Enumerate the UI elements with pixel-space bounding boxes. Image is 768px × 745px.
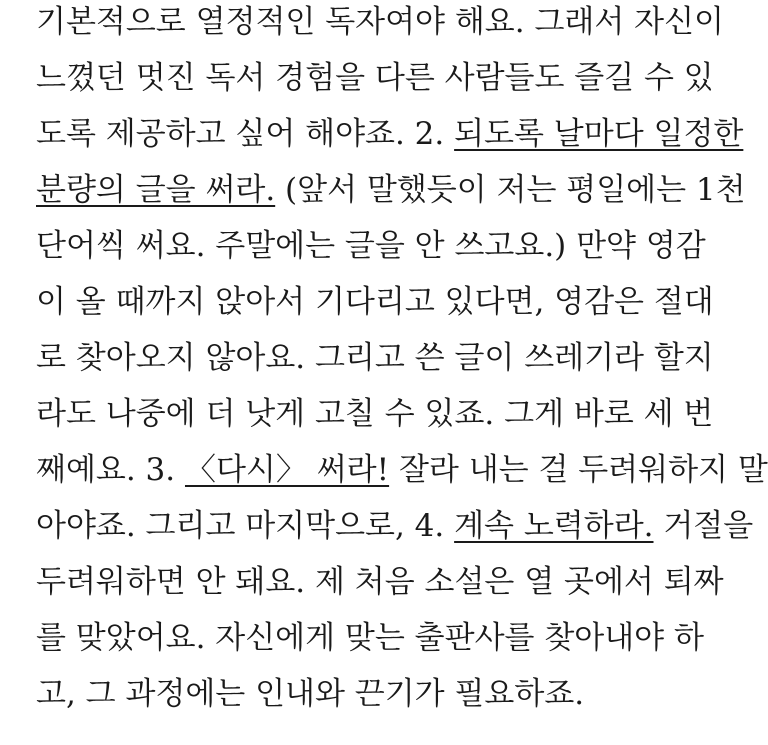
text-segment: 기본적으로 열정적인 독자여야 해요. 그래서 자신이 — [36, 4, 724, 40]
text-line-4 — [36, 162, 746, 218]
text-line-10 — [36, 498, 754, 554]
underlined-rule-3: 〈다시〉 써라! — [184, 452, 390, 488]
text-line-6 — [36, 274, 714, 330]
text-line-5 — [36, 218, 706, 274]
text-segment: 아야죠. 그리고 마지막으로, 4. — [36, 508, 455, 544]
text-segment: 를 맞았어요. 자신에게 맞는 출판사를 찾아내야 하 — [36, 620, 704, 656]
text-segment: (앞서 말했듯이 저는 평일에는 1천 — [275, 172, 746, 208]
text-segment: 도록 제공하고 싶어 해야죠. 2. — [36, 116, 455, 152]
text-segment: 두려워하면 안 돼요. 제 처음 소설은 열 곳에서 퇴짜 — [36, 564, 724, 600]
text-line-2 — [36, 50, 714, 106]
text-line-13 — [36, 666, 696, 722]
text-segment: 로 찾아오지 않아요. 그리고 쓴 글이 쓰레기라 할지 — [36, 340, 714, 376]
underlined-rule-2-end: 분량의 글을 써라. — [36, 172, 276, 208]
text-segment: 라도 나중에 더 낫게 고칠 수 있죠. 그게 바로 세 번 — [36, 396, 714, 432]
underlined-rule-2: 되도록 날마다 일정한 — [454, 116, 744, 152]
text-segment: 이 올 때까지 앉아서 기다리고 있다면, 영감은 절대 — [36, 284, 714, 320]
text-segment: 째예요. 3. — [36, 452, 185, 488]
underlined-rule-4: 계속 노력하라. — [454, 508, 654, 544]
text-segment: 거절을 — [653, 508, 754, 544]
text-line-1 — [36, 0, 724, 50]
text-line-9 — [36, 442, 768, 498]
text-segment: 고, 그 과정에는 인내와 끈기가 필요하죠. — [36, 676, 585, 712]
text-line-7 — [36, 330, 714, 386]
text-segment: 느꼈던 멋진 독서 경험을 다른 사람들도 즐길 수 있 — [36, 60, 714, 96]
text-line-3 — [36, 106, 744, 162]
text-segment: 잘라 내는 걸 두려워하지 말 — [389, 452, 768, 488]
text-segment: 단어씩 써요. 주말에는 글을 안 쓰고요.) 만약 영감 — [36, 228, 706, 264]
text-line-8 — [36, 386, 714, 442]
text-line-12 — [36, 610, 704, 666]
text-line-11 — [36, 554, 724, 610]
